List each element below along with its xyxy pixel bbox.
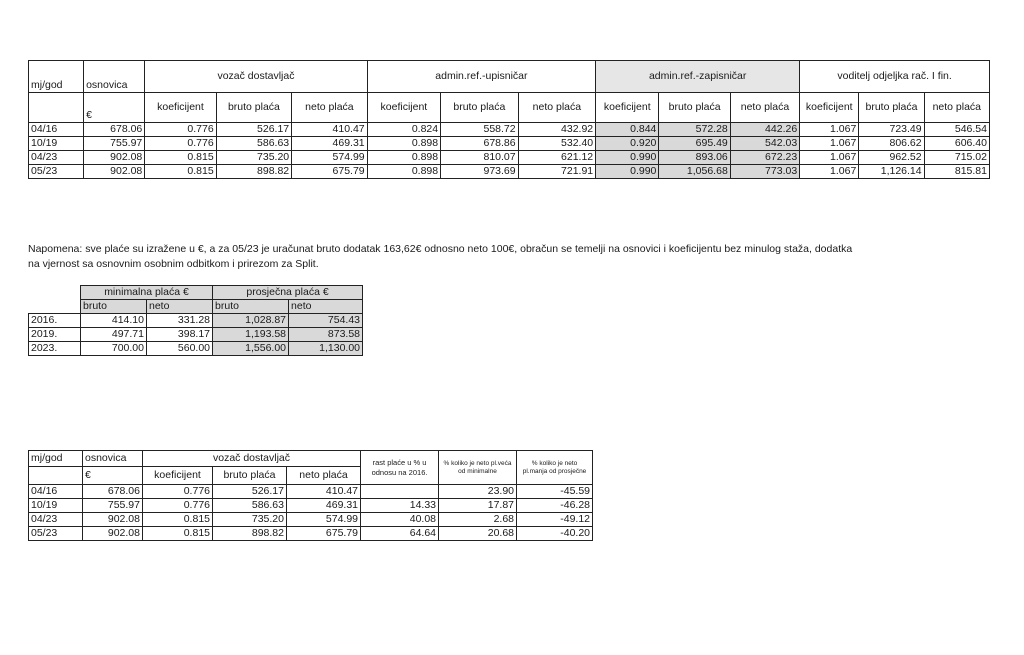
table-cell: 0.920 bbox=[596, 137, 659, 151]
table-cell: 754.43 bbox=[289, 314, 363, 328]
subheader-gross: bruto plaća bbox=[859, 93, 924, 123]
table-cell: 902.08 bbox=[83, 527, 143, 541]
group-header-driver: vozač dostavljač bbox=[145, 61, 367, 93]
table-cell: 0.815 bbox=[145, 165, 216, 179]
table-cell: 715.02 bbox=[924, 151, 989, 165]
table-cell: 675.79 bbox=[287, 527, 361, 541]
row-label: 04/16 bbox=[29, 485, 83, 499]
subheader-net: neto plaća bbox=[287, 467, 361, 485]
table-cell: 398.17 bbox=[147, 328, 213, 342]
table-cell: 0.776 bbox=[145, 123, 216, 137]
table-cell: 586.63 bbox=[213, 499, 287, 513]
table-cell: 572.28 bbox=[659, 123, 730, 137]
footnote-line-1: Napomena: sve plaće su izražene u €, a za 05/23 je uračunat bruto dodatak 163,62€ odnosno neto 100€, obračun se temelji na osnovici i koeficijentu bez minulog staža, dodatka bbox=[28, 243, 853, 255]
table-cell: 810.07 bbox=[441, 151, 519, 165]
table-cell: 902.08 bbox=[84, 165, 145, 179]
table-cell: 64.64 bbox=[361, 527, 439, 541]
table-cell: 0.898 bbox=[367, 165, 440, 179]
table-cell: 893.06 bbox=[659, 151, 730, 165]
table-cell: 1,056.68 bbox=[659, 165, 730, 179]
row-label: 05/23 bbox=[29, 165, 84, 179]
table-cell: 0.815 bbox=[145, 151, 216, 165]
table-cell: 0.844 bbox=[596, 123, 659, 137]
group-header-head-accounting: voditelj odjeljka rač. I fin. bbox=[800, 61, 990, 93]
table-cell: 902.08 bbox=[83, 513, 143, 527]
table-cell bbox=[361, 485, 439, 499]
header-gross: bruto bbox=[81, 300, 147, 314]
table-cell: 0.990 bbox=[596, 151, 659, 165]
table-cell: 606.40 bbox=[924, 137, 989, 151]
header-min-wage: minimalna plaća € bbox=[81, 286, 213, 300]
table-cell: 414.10 bbox=[81, 314, 147, 328]
table-row bbox=[29, 137, 990, 151]
table-cell: -40.20 bbox=[517, 527, 593, 541]
row-label: 10/19 bbox=[29, 499, 83, 513]
header-avg-wage: prosječna plaća € bbox=[213, 286, 363, 300]
table-cell: 442.26 bbox=[730, 123, 799, 137]
table-row bbox=[29, 342, 363, 356]
table-cell: 773.03 bbox=[730, 165, 799, 179]
row-label: 04/16 bbox=[29, 123, 84, 137]
table-cell: 17.87 bbox=[439, 499, 517, 513]
row-label: 04/23 bbox=[29, 151, 84, 165]
table-cell: 0.815 bbox=[143, 513, 213, 527]
subheader-net: neto plaća bbox=[924, 93, 989, 123]
table-cell: 1,126.14 bbox=[859, 165, 924, 179]
subheader-gross: bruto plaća bbox=[659, 93, 730, 123]
table-row bbox=[29, 485, 593, 499]
subheader-gross: bruto plaća bbox=[441, 93, 519, 123]
table-cell: 526.17 bbox=[213, 485, 287, 499]
table-cell: 1,028.87 bbox=[213, 314, 289, 328]
row-label: 2016. bbox=[29, 314, 81, 328]
table-cell: 497.71 bbox=[81, 328, 147, 342]
table-cell: 542.03 bbox=[730, 137, 799, 151]
group-header-driver: vozač dostavljač bbox=[143, 451, 361, 467]
table-cell: 0.776 bbox=[143, 485, 213, 499]
table-cell: 0.990 bbox=[596, 165, 659, 179]
table-cell: 898.82 bbox=[216, 165, 291, 179]
table-cell: 2.68 bbox=[439, 513, 517, 527]
subheader-net: neto plaća bbox=[730, 93, 799, 123]
row-label: 2023. bbox=[29, 342, 81, 356]
table-cell: 1,556.00 bbox=[213, 342, 289, 356]
table-cell: 902.08 bbox=[84, 151, 145, 165]
table-cell: 678.86 bbox=[441, 137, 519, 151]
table-row bbox=[29, 151, 990, 165]
table-cell: -46.28 bbox=[517, 499, 593, 513]
footnote bbox=[28, 242, 928, 272]
table-row bbox=[29, 499, 593, 513]
table-cell: 621.12 bbox=[518, 151, 596, 165]
footnote-line-2: na vjernost sa osnovnim osobnim odbitkom i prirezom za Split. bbox=[28, 258, 319, 270]
table-cell: -45.59 bbox=[517, 485, 593, 499]
header-over-min: % koliko je neto pl.veća od minimalne bbox=[439, 451, 517, 485]
group-header-admin-recorder: admin.ref.-zapisničar bbox=[596, 61, 800, 93]
table-row bbox=[29, 513, 593, 527]
table-cell: 695.49 bbox=[659, 137, 730, 151]
table-cell: 23.90 bbox=[439, 485, 517, 499]
table-cell: 560.00 bbox=[147, 342, 213, 356]
subheader-net: neto plaća bbox=[292, 93, 368, 123]
row-label: 10/19 bbox=[29, 137, 84, 151]
table-cell: 0.776 bbox=[145, 137, 216, 151]
table-row bbox=[29, 527, 593, 541]
driver-salary-comparison-table bbox=[28, 450, 593, 541]
row-label: 2019. bbox=[29, 328, 81, 342]
header-gross: bruto bbox=[213, 300, 289, 314]
subheader-coefficient: koeficijent bbox=[367, 93, 440, 123]
table-cell: 735.20 bbox=[216, 151, 291, 165]
table-row bbox=[29, 123, 990, 137]
table-cell: 546.54 bbox=[924, 123, 989, 137]
row-label: 05/23 bbox=[29, 527, 83, 541]
table-cell: -49.12 bbox=[517, 513, 593, 527]
table-cell: 1.067 bbox=[800, 151, 859, 165]
min-avg-wage-table bbox=[28, 285, 363, 356]
subheader-coefficient: koeficijent bbox=[143, 467, 213, 485]
subheader-coefficient: koeficijent bbox=[800, 93, 859, 123]
header-growth: rast plaće u % u odnosu na 2016. bbox=[361, 451, 439, 485]
table-cell: 574.99 bbox=[287, 513, 361, 527]
header-currency: € bbox=[84, 93, 145, 123]
table-cell: 410.47 bbox=[287, 485, 361, 499]
header-base: osnovica bbox=[83, 451, 143, 467]
table-cell: 0.824 bbox=[367, 123, 440, 137]
table-cell: 675.79 bbox=[292, 165, 368, 179]
header-net: neto bbox=[289, 300, 363, 314]
table-cell: 0.815 bbox=[143, 527, 213, 541]
table-cell: 678.06 bbox=[84, 123, 145, 137]
table-cell: 755.97 bbox=[83, 499, 143, 513]
table-cell: 532.40 bbox=[518, 137, 596, 151]
table-cell: 1.067 bbox=[800, 165, 859, 179]
table-cell: 0.898 bbox=[367, 137, 440, 151]
group-header-admin-registrar: admin.ref.-upisničar bbox=[367, 61, 596, 93]
subheader-net: neto plaća bbox=[518, 93, 596, 123]
row-label: 04/23 bbox=[29, 513, 83, 527]
table-row bbox=[29, 165, 990, 179]
header-currency: € bbox=[83, 467, 143, 485]
table-cell: 469.31 bbox=[292, 137, 368, 151]
table-cell: 721.91 bbox=[518, 165, 596, 179]
header-period: mj/god bbox=[29, 451, 83, 467]
table-cell: 40.08 bbox=[361, 513, 439, 527]
table-cell: 678.06 bbox=[83, 485, 143, 499]
table-row bbox=[29, 314, 363, 328]
table-cell: 723.49 bbox=[859, 123, 924, 137]
table-cell: 873.58 bbox=[289, 328, 363, 342]
table-cell: 0.776 bbox=[143, 499, 213, 513]
table-cell: 1.067 bbox=[800, 123, 859, 137]
table-cell: 735.20 bbox=[213, 513, 287, 527]
table-cell: 469.31 bbox=[287, 499, 361, 513]
table-cell: 574.99 bbox=[292, 151, 368, 165]
table-cell: 526.17 bbox=[216, 123, 291, 137]
subheader-coefficient: koeficijent bbox=[596, 93, 659, 123]
table-cell: 973.69 bbox=[441, 165, 519, 179]
table-cell: 410.47 bbox=[292, 123, 368, 137]
subheader-coefficient: koeficijent bbox=[145, 93, 216, 123]
table-cell: 558.72 bbox=[441, 123, 519, 137]
table-cell: 20.68 bbox=[439, 527, 517, 541]
subheader-gross: bruto plaća bbox=[216, 93, 291, 123]
table-cell: 672.23 bbox=[730, 151, 799, 165]
table-cell: 14.33 bbox=[361, 499, 439, 513]
table-cell: 700.00 bbox=[81, 342, 147, 356]
table-cell: 0.898 bbox=[367, 151, 440, 165]
table-cell: 962.52 bbox=[859, 151, 924, 165]
header-net: neto bbox=[147, 300, 213, 314]
table-cell: 331.28 bbox=[147, 314, 213, 328]
table-row bbox=[29, 328, 363, 342]
table-cell: 806.62 bbox=[859, 137, 924, 151]
table-cell: 898.82 bbox=[213, 527, 287, 541]
header-period: mj/god bbox=[29, 61, 84, 93]
table-cell: 1.067 bbox=[800, 137, 859, 151]
table-cell: 1,193.58 bbox=[213, 328, 289, 342]
table-cell: 432.92 bbox=[518, 123, 596, 137]
subheader-gross: bruto plaća bbox=[213, 467, 287, 485]
table-cell: 815.81 bbox=[924, 165, 989, 179]
table-cell: 755.97 bbox=[84, 137, 145, 151]
header-under-avg: % koliko je neto pl.manja od prosječne bbox=[517, 451, 593, 485]
table-cell: 1,130.00 bbox=[289, 342, 363, 356]
header-base: osnovica bbox=[84, 61, 145, 93]
table-cell: 586.63 bbox=[216, 137, 291, 151]
salary-table-positions bbox=[28, 60, 990, 179]
